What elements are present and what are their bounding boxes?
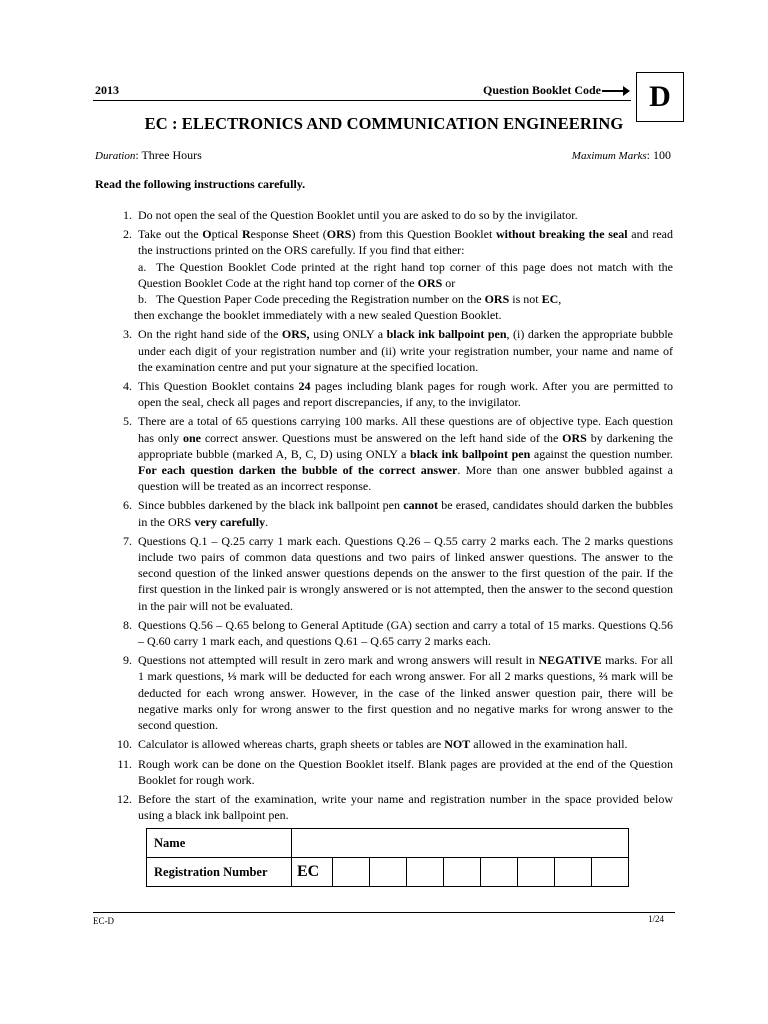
booklet-code-box: D [636,72,684,122]
page-number: 1/24 [648,914,665,924]
instruction-item: 2. Take out the Optical Response Sheet (ORS) from this Question Booklet without breaking the seal and read the instructions printed on the ORS carefully. If you find that either: a. The Question Booklet Code printed at the right hand top corner of this page does not match with the Question Booklet Code at the right hand top corner of the ORS or b. The Question Paper Code preceding the Registration number on the ORS is not EC, then exchange the booklet immediately with a new sealed Question Booklet. [123,227,673,323]
booklet-code-label: Question Booklet Code [483,83,602,97]
instruction-item: 1. Do not open the seal of the Question Booklet until you are asked to do so by the invigilator. [123,208,578,222]
instruction-item: 7. Questions Q.1 – Q.25 carry 1 mark each. Questions Q.26 – Q.55 carry 2 marks each. The 2 marks questions include two pairs of common data questions and two pairs of linked answer questions. The answer to the second question of the linked answer questions depends on the answer to the first question of the pair. If the first question in the linked pair is wrongly answered or is not attempted, then the answer to the second question in the pair will not be evaluated. [123,533,673,613]
instruction-item: 8. Questions Q.56 – Q.65 belong to General Aptitude (GA) section and carry a total of 15 marks. Questions Q.56 – Q.60 carry 1 mark each, and questions Q.61 – Q.65 carry 2 marks each. [123,617,673,649]
instruction-item: 12. Before the start of the examination, write your name and registration number in the space provided below using a black ink ballpoint pen. [117,791,673,823]
instruction-item: 9. Questions not attempted will result in zero mark and wrong answers will result in NEGATIVE marks. For all 1 mark questions, ⅓ mark will be deducted for each wrong answer. For all 2 marks questions, ⅔ mark will be deducted for each wrong answer. However, in the case of the linked answer question pair, there will be negative marks only for wrong answer to the first question and no negative marks for wrong answer to the second question. [123,653,674,733]
registration-prefix: EC [292,858,333,887]
name-label: Name [147,829,292,858]
marks-label: Maximum Marks [571,150,647,162]
name-field[interactable] [292,829,629,858]
name-row [147,829,629,858]
instruction-item: 6. Since bubbles darkened by the black ink ballpoint pen cannot be erased, candidates should darken the bubbles in the ORS very carefully. [123,498,673,529]
exam-year: 2013 [95,83,119,97]
registration-digit-cell[interactable] [370,858,407,887]
arrow-right-icon [602,90,624,92]
sub-item-b: b. The Question Paper Code preceding the Registration number on the ORS is not EC, [138,292,562,307]
marks-value: : 100 [646,148,671,162]
header-rule [93,100,631,101]
instruction-item: 4. This Question Booklet contains 24 pages including blank pages for rough work. After you are permitted to open the seal, check all pages and report discrepancies, if any, to the invigilator. [123,379,673,410]
footer-rule [93,912,675,913]
read-instructions-heading: Read the following instructions carefully. [95,177,306,191]
duration-value: : Three Hours [135,148,202,162]
duration [95,148,202,163]
maximum-marks [572,148,671,163]
registration-digit-cell[interactable] [407,858,444,887]
instruction-item: 5. There are a total of 65 questions carrying 100 marks. All these questions are of objective type. Each question has only one correct answer. Questions must be answered on the left hand side of the ORS by darkening the appropriate bubble (marked A, B, C, D) using ONLY a black ink ballpoint pen against the question number. For each question darken the bubble of the correct answer. More than one answer bubbled against a question will be treated as an incorrect response. [123,414,674,494]
candidate-details-form [146,828,629,887]
registration-digit-cell[interactable] [592,858,629,887]
registration-digit-cell[interactable] [444,858,481,887]
registration-digit-cell[interactable] [333,858,370,887]
instruction-item: 3. On the right hand side of the ORS, using ONLY a black ink ballpoint pen, (i) darken the appropriate bubble under each digit of your registration number and (ii) write your registration number, your name and name of the examination centre and put your signature at the specified location. [123,327,674,374]
sub-item-a: a. The Question Booklet Code printed at the right hand top corner of this page does not match with the Question Booklet Code at the right hand top corner of the ORS or [138,259,673,290]
instructions-list [110,207,673,823]
registration-digit-cell[interactable] [481,858,518,887]
registration-row [147,858,629,887]
instruction-item: 10. Calculator is allowed whereas charts, graph sheets or tables are NOT allowed in the examination hall. [117,737,628,752]
paper-title: EC : ELECTRONICS AND COMMUNICATION ENGINEERING [144,114,624,133]
registration-digit-cell[interactable] [555,858,592,887]
duration-label: Duration [95,150,136,162]
instruction-item: 11. Rough work can be done on the Question Booklet itself. Blank pages are provided at the end of the Question Booklet for rough work. [117,756,673,787]
sub-item-tail: then exchange the booklet immediately with a new sealed Question Booklet. [134,308,502,323]
footer-paper-code: EC-D [93,916,114,926]
registration-digit-cell[interactable] [518,858,555,887]
registration-label: Registration Number [147,858,292,887]
